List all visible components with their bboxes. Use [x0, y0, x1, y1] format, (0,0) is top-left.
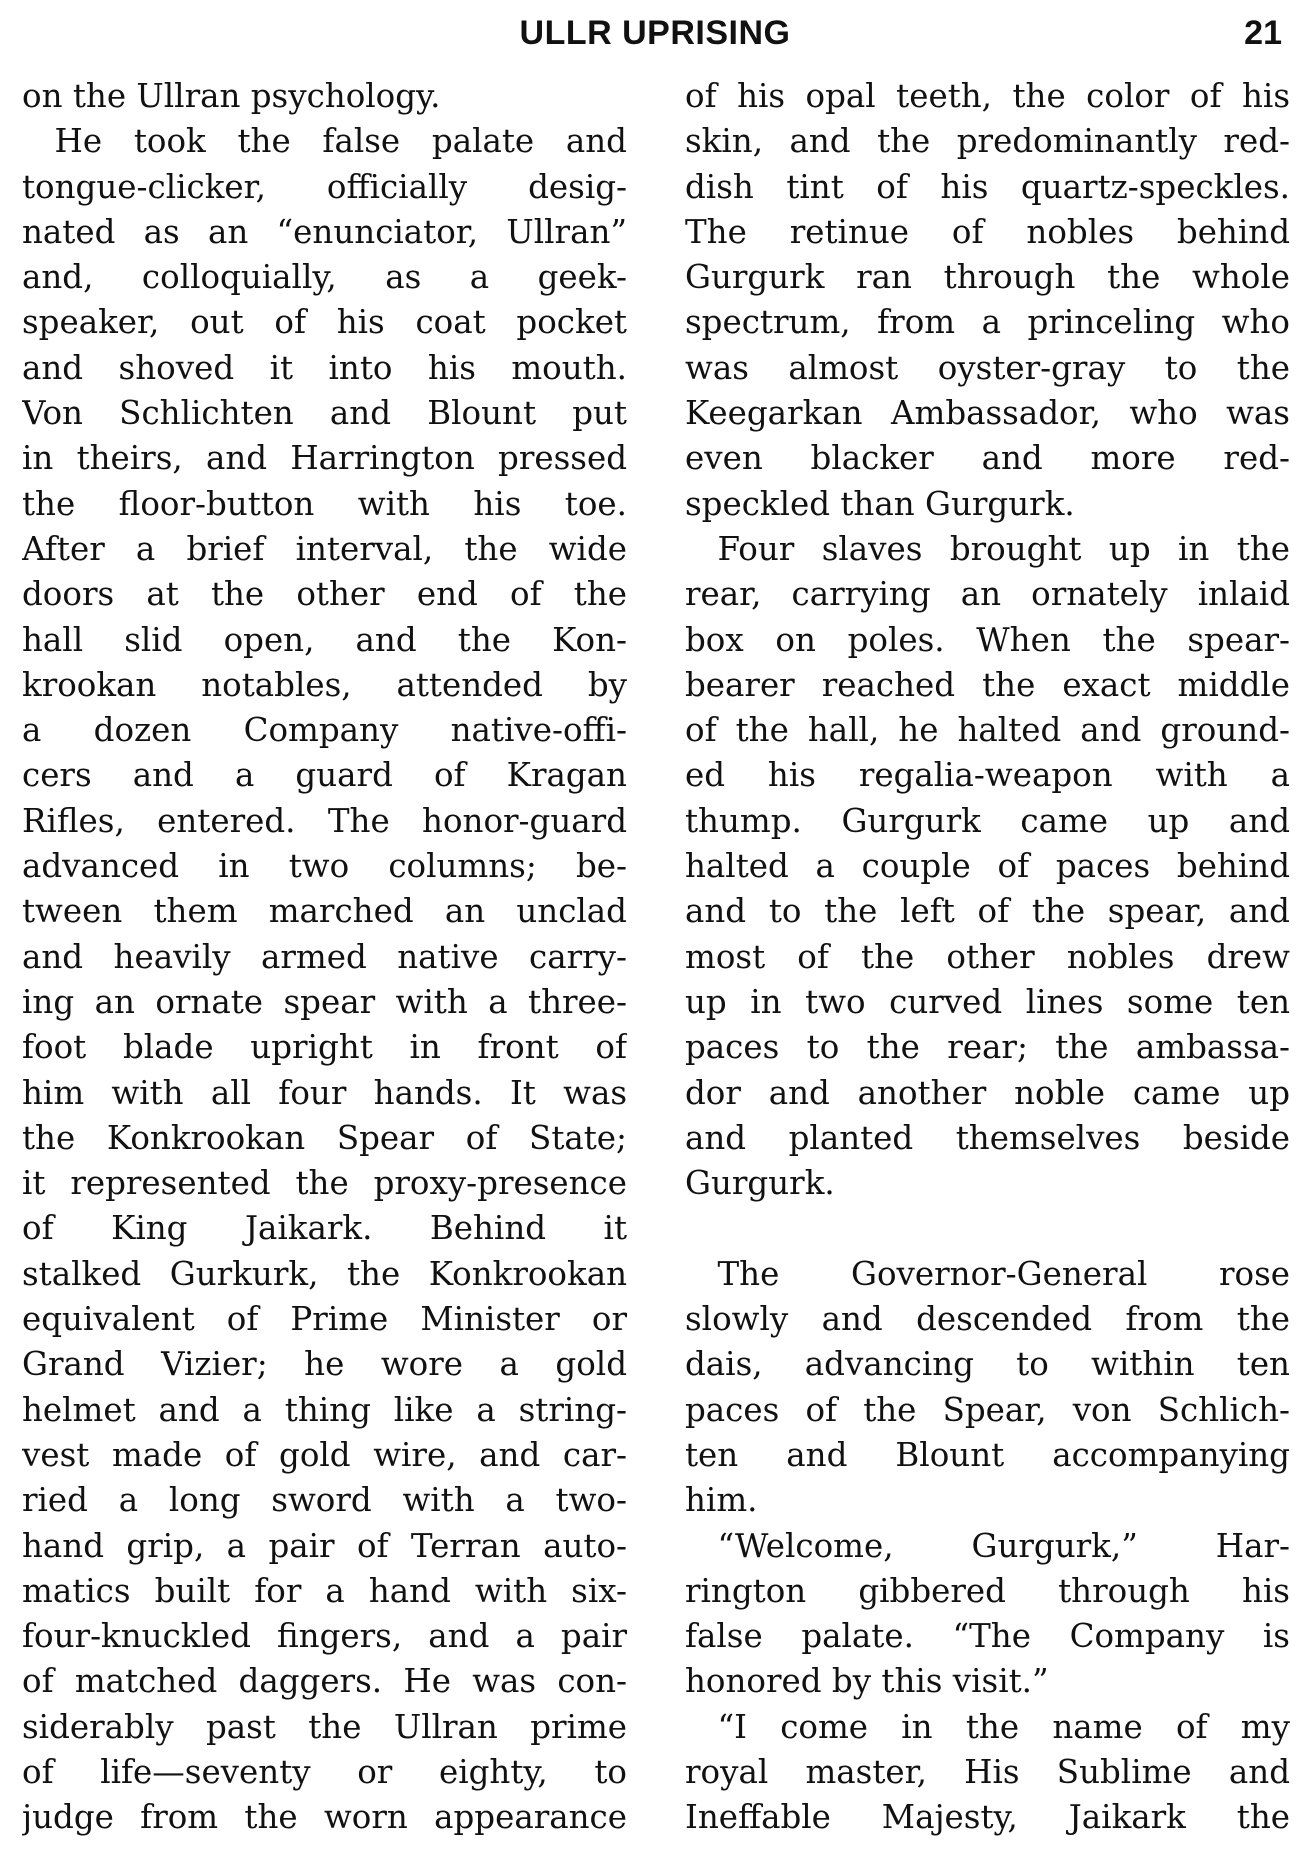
text-line: “I come in the name of my — [685, 1707, 1290, 1746]
text-line: of matched daggers. He was con- — [22, 1662, 627, 1701]
text-line: even blacker and more red- — [685, 439, 1290, 478]
text-line: krookan notables, attended by — [22, 665, 627, 704]
text-line: halted a couple of paces behind — [685, 847, 1290, 886]
text-line: bearer reached the exact middle — [685, 665, 1290, 704]
text-line: equivalent of Prime Minister or — [22, 1300, 627, 1339]
text-line: was almost oyster-gray to the — [685, 348, 1290, 387]
text-line: dish tint of his quartz-speckles. — [685, 167, 1290, 206]
text-line: speaker, out of his coat pocket — [22, 303, 627, 342]
text-line: honored by this visit.” — [685, 1662, 1049, 1701]
text-line: dais, advancing to within ten — [685, 1345, 1290, 1384]
text-line: Gurgurk. — [685, 1164, 835, 1203]
text-line: and heavily armed native carry- — [22, 937, 627, 976]
text-line: Four slaves brought up in the — [685, 529, 1290, 568]
text-line: The retinue of nobles behind — [685, 212, 1290, 251]
text-line: speckled than Gurgurk. — [685, 484, 1075, 523]
text-line: and shoved it into his mouth. — [22, 348, 627, 387]
text-line: spectrum, from a princeling who — [685, 303, 1290, 342]
text-line: and, colloquially, as a geek- — [22, 258, 627, 297]
text-line: Grand Vizier; he wore a gold — [22, 1345, 627, 1384]
text-line: Von Schlichten and Blount put — [22, 394, 627, 433]
text-line: the Konkrookan Spear of State; — [22, 1118, 627, 1157]
text-line: Ineffable Majesty, Jaikark the — [685, 1798, 1290, 1837]
page-number: 21 — [1244, 14, 1282, 52]
text-line: matics built for a hand with six- — [22, 1571, 627, 1610]
text-line: and planted themselves beside — [685, 1118, 1290, 1157]
text-line: him with all four hands. It was — [22, 1073, 627, 1112]
text-line: skin, and the predominantly red- — [685, 122, 1290, 161]
text-line: helmet and a thing like a string- — [22, 1390, 627, 1429]
text-line: “Welcome, Gurgurk,” Har- — [685, 1526, 1290, 1565]
text-line: tween them marched an unclad — [22, 892, 627, 931]
text-line: of his opal teeth, the color of his — [685, 77, 1290, 115]
text-line: He took the false palate and — [22, 122, 627, 161]
text-line: royal master, His Sublime and — [685, 1752, 1290, 1791]
text-line: up in two curved lines some ten — [685, 982, 1290, 1021]
text-line: it represented the proxy-presence — [22, 1164, 627, 1203]
text-line: box on poles. When the spear- — [685, 620, 1290, 659]
text-line: paces to the rear; the ambassa- — [685, 1028, 1290, 1067]
text-line: hall slid open, and the Kon- — [22, 620, 627, 659]
text-line: nated as an “enunciator, Ullran” — [22, 212, 627, 251]
text-line: advanced in two columns; be- — [22, 847, 627, 886]
text-line — [685, 1206, 1290, 1251]
text-line: in theirs, and Harrington pressed — [22, 439, 627, 478]
text-line: The Governor-General rose — [685, 1254, 1290, 1293]
text-line: tongue-clicker, officially desig- — [22, 167, 627, 206]
text-line: ten and Blount accompanying — [685, 1435, 1290, 1474]
text-line: slowly and descended from the — [685, 1300, 1290, 1339]
text-line: most of the other nobles drew — [685, 937, 1290, 976]
text-line: vest made of gold wire, and car- — [22, 1435, 627, 1474]
text-line: hand grip, a pair of Terran auto- — [22, 1526, 627, 1565]
text-line: rington gibbered through his — [685, 1571, 1290, 1610]
text-line: paces of the Spear, von Schlich- — [685, 1390, 1290, 1429]
text-line: judge from the worn appearance — [22, 1798, 627, 1837]
text-line: ried a long sword with a two- — [22, 1481, 627, 1520]
text-line: siderably past the Ullran prime — [22, 1707, 627, 1746]
text-line: cers and a guard of Kragan — [22, 756, 627, 795]
text-line: false palate. “The Company is — [685, 1617, 1290, 1656]
text-line: of life—seventy or eighty, to — [22, 1752, 627, 1791]
text-line: foot blade upright in front of — [22, 1028, 627, 1067]
text-line: of the hall, he halted and ground- — [685, 711, 1290, 750]
text-line: doors at the other end of the — [22, 575, 627, 614]
text-line: stalked Gurkurk, the Konkrookan — [22, 1254, 627, 1293]
running-header — [0, 8, 1310, 68]
text-line: of King Jaikark. Behind it — [22, 1209, 627, 1248]
text-line: Keegarkan Ambassador, who was — [685, 394, 1290, 433]
text-line: Gurgurk ran through the whole — [685, 258, 1290, 297]
text-line: Rifles, entered. The honor-guard — [22, 801, 627, 840]
text-line: dor and another noble came up — [685, 1073, 1290, 1112]
text-line: thump. Gurgurk came up and — [685, 801, 1290, 840]
left-text-column — [22, 74, 627, 1841]
text-line: ing an ornate spear with a three- — [22, 982, 627, 1021]
text-line: four-knuckled fingers, and a pair — [22, 1617, 627, 1656]
text-line: and to the left of the spear, and — [685, 892, 1290, 931]
right-text-column — [685, 74, 1290, 1841]
text-line: him. — [685, 1481, 758, 1520]
text-line: the floor-button with his toe. — [22, 484, 627, 523]
text-line: After a brief interval, the wide — [22, 529, 627, 568]
text-line: a dozen Company native-offi- — [22, 711, 627, 750]
text-line: rear, carrying an ornately inlaid — [685, 575, 1290, 614]
text-line: on the Ullran psychology. — [22, 77, 441, 115]
chapter-title: ULLR UPRISING — [519, 14, 791, 52]
text-line: ed his regalia-weapon with a — [685, 756, 1290, 795]
